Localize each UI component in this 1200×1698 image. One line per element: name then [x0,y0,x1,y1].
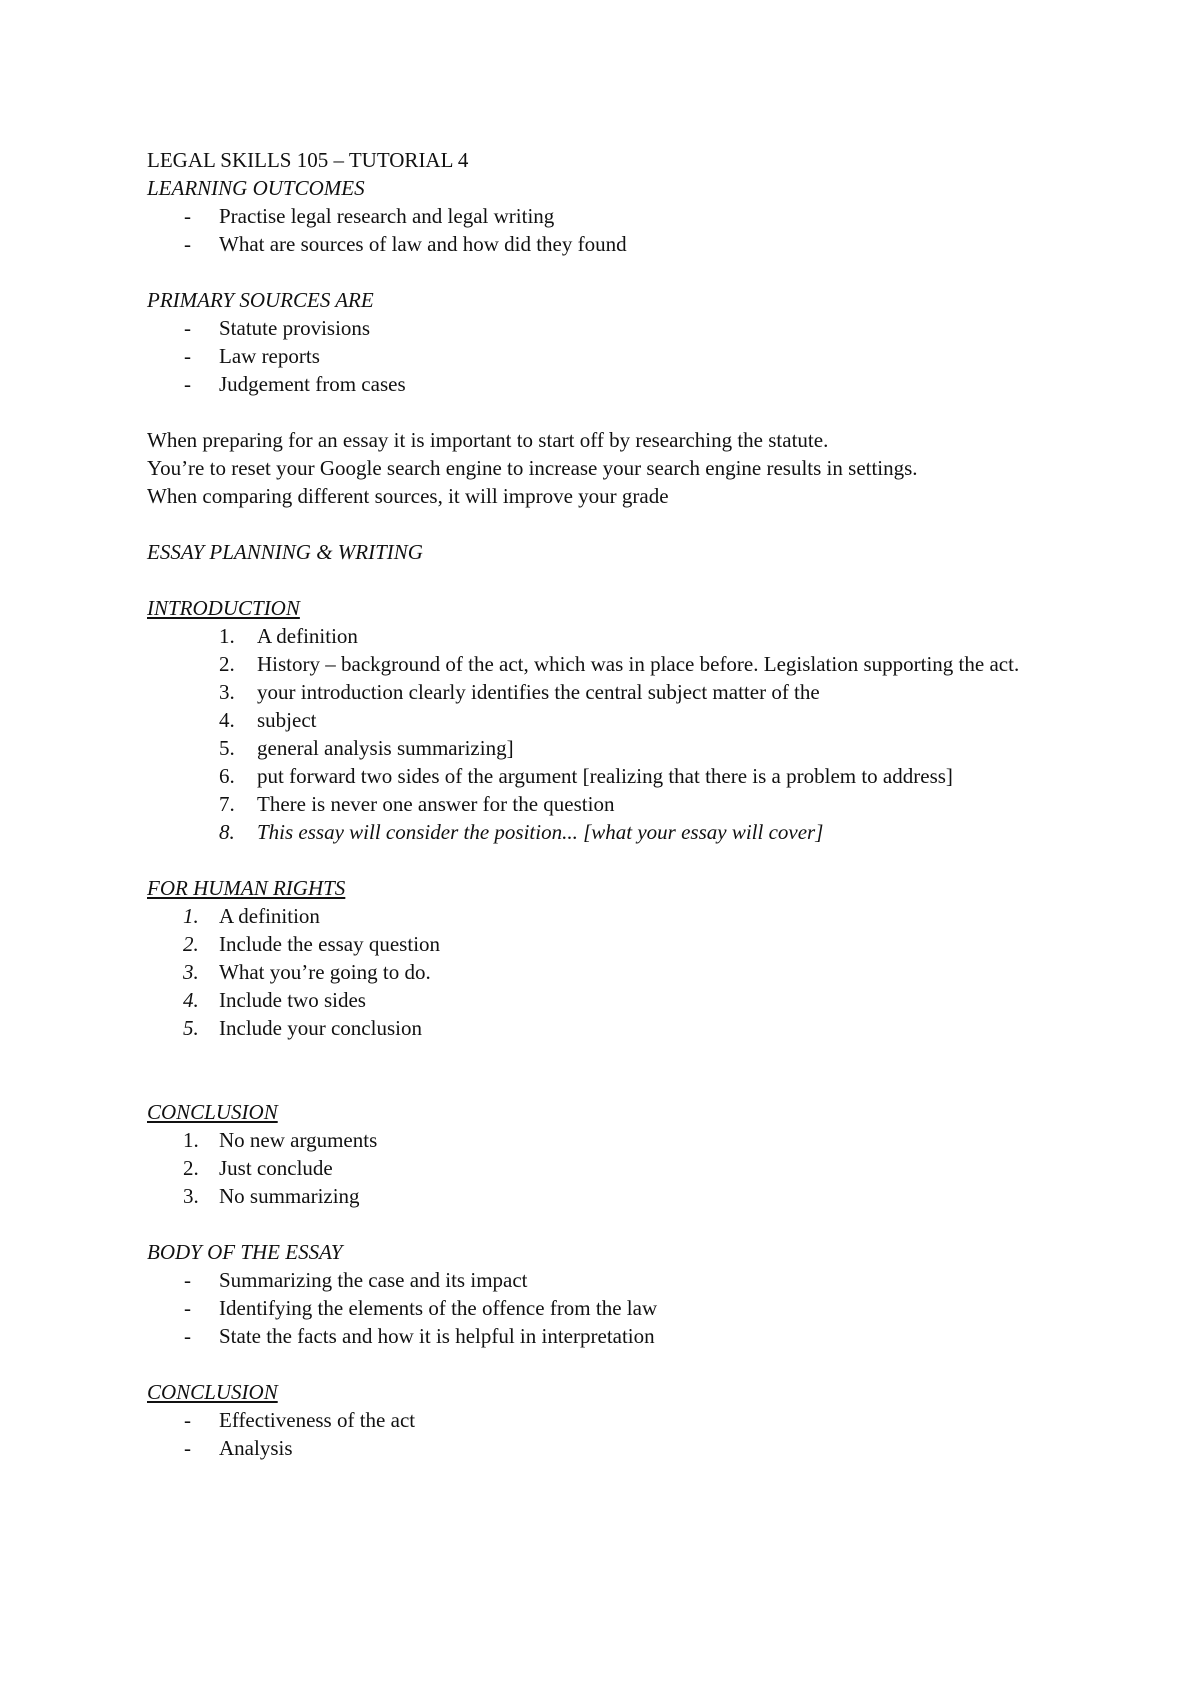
list-item: - Practise legal research and legal writing [147,202,1087,230]
item-number: 7. [219,792,235,816]
item-text: Include the essay question [219,932,441,956]
item-text: What you’re going to do. [219,960,431,984]
item-text: A definition [257,624,358,648]
list-item [147,734,1087,762]
paragraph-line: You’re to reset your Google search engine to increase your search engine results in settings. [147,456,918,480]
item-number: 4. [183,988,199,1012]
introduction-heading: INTRODUCTION [147,596,300,620]
introduction-list [147,622,1087,846]
item-number: 1. [219,624,235,648]
item-number: 5. [219,736,235,760]
list-item: - Statute provisions [147,314,1087,342]
conclusion-heading-2: CONCLUSION [147,1380,278,1404]
item-text: No summarizing [219,1184,360,1208]
item-text: There is never one answer for the question [257,792,615,816]
conclusion-list-2 [147,1406,1087,1462]
human-rights-heading: FOR HUMAN RIGHTS [147,876,346,900]
document-title: LEGAL SKILLS 105 – TUTORIAL 4 [147,148,469,172]
item-number: 6. [219,764,235,788]
list-item [147,902,1087,930]
list-item: - Summarizing the case and its impact [147,1266,1087,1294]
item-text: A definition [219,904,320,928]
list-item: - Judgement from cases [147,370,1087,398]
paragraph-line: When comparing different sources, it will improve your grade [147,484,669,508]
item-number: 1. [183,904,199,928]
item-number: 1. [183,1128,199,1152]
list-item [147,678,1087,706]
item-text: No new arguments [219,1128,378,1152]
item-text: Include your conclusion [219,1016,422,1040]
conclusion-heading: CONCLUSION [147,1100,278,1124]
item-text: put forward two sides of the argument [realizing that there is a problem to address] [257,764,953,788]
list-item [147,622,1087,650]
item-number: 3. [183,960,199,984]
item-text: general analysis summarizing] [257,736,514,760]
item-number: 3. [219,680,235,704]
primary-sources-heading: PRIMARY SOURCES ARE [147,288,374,312]
list-item: - State the facts and how it is helpful in interpretation [147,1322,1087,1350]
paragraph-line: When preparing for an essay it is important to start off by researching the statute. [147,428,829,452]
item-text: your introduction clearly identifies the central subject matter of the [257,680,820,704]
item-text: subject [257,708,317,732]
list-item [147,790,1087,818]
learning-outcomes-list [147,202,1087,258]
list-item [147,930,1087,958]
item-number: 2. [183,932,199,956]
item-number: 4. [219,708,235,732]
list-item [147,650,1087,678]
list-item: - Effectiveness of the act [147,1406,1087,1434]
conclusion-list [147,1126,1087,1210]
body-of-essay-list [147,1266,1087,1350]
list-item [147,818,1087,846]
list-item [147,1126,1087,1154]
essay-planning-heading: ESSAY PLANNING & WRITING [147,540,423,564]
body-of-essay-heading: BODY OF THE ESSAY [147,1240,343,1264]
item-number: 8. [219,820,235,844]
list-item [147,1014,1087,1042]
human-rights-list [147,902,1087,1042]
list-item: - Identifying the elements of the offence from the law [147,1294,1087,1322]
list-item [147,762,1087,790]
list-item [147,986,1087,1014]
list-item: - Analysis [147,1434,1087,1462]
item-text: This essay will consider the position... [what your essay will cover] [257,820,824,844]
item-number: 2. [219,652,235,676]
list-item [147,958,1087,986]
item-text: Include two sides [219,988,366,1012]
item-number: 5. [183,1016,199,1040]
list-item: - Law reports [147,342,1087,370]
primary-sources-list [147,314,1087,398]
learning-outcomes-heading: LEARNING OUTCOMES [147,176,365,200]
item-text: Just conclude [219,1156,333,1180]
list-item [147,1182,1087,1210]
document-content [147,146,1087,1462]
list-item [147,1154,1087,1182]
list-item [147,706,1087,734]
item-number: 2. [183,1156,199,1180]
item-number: 3. [183,1184,199,1208]
list-item: - What are sources of law and how did they found [147,230,1087,258]
item-text: History – background of the act, which was in place before. Legislation supporting the act. [257,652,1020,676]
